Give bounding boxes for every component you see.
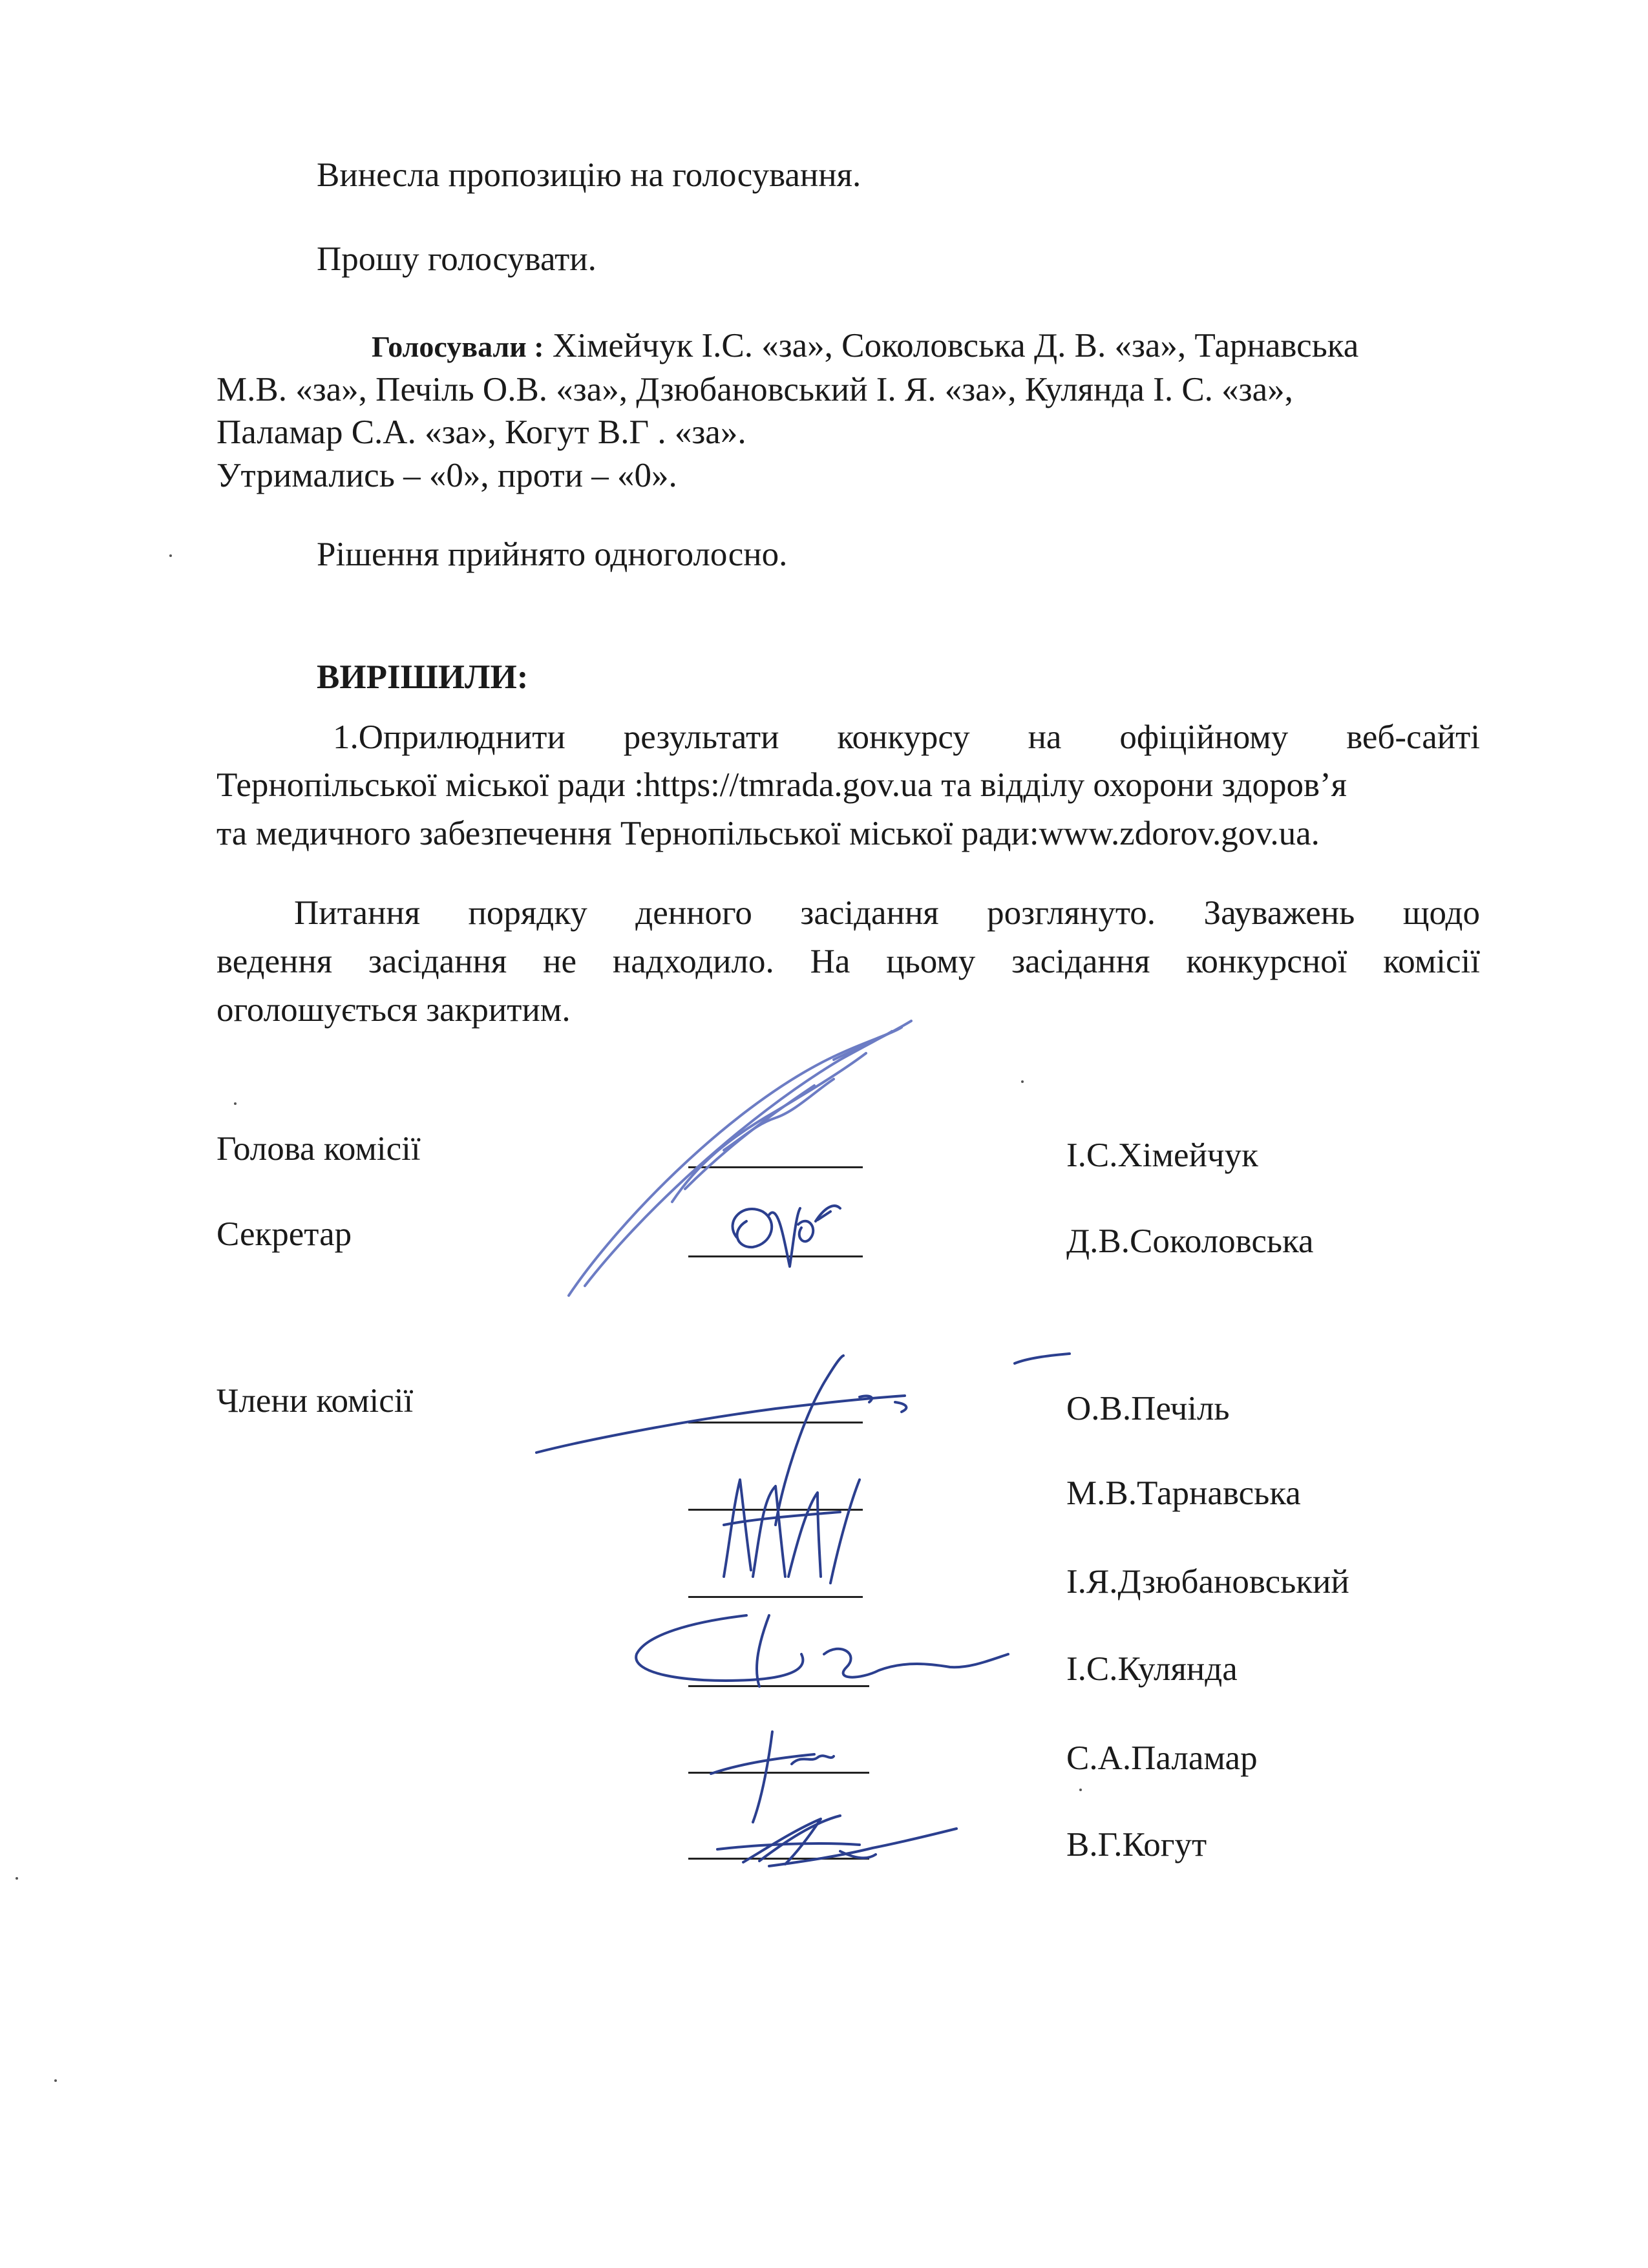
member-name-3: І.Я.Дзюбановський [1066,1563,1349,1601]
decision-line: Рішення прийнято одноголосно. [317,536,788,573]
signature-line-member-2 [688,1509,863,1511]
vote-line-2: М.В. «за», Печіль О.В. «за», Дзюбановський І. Я. «за», Кулянда І. С. «за», [217,371,1293,408]
member-3-signature-icon [636,1615,1008,1686]
scan-speck [54,2079,57,2082]
chair-signature-icon [569,1021,911,1296]
member-name-1: О.В.Печіль [1066,1390,1230,1427]
member-2-signature-icon [724,1480,860,1583]
resolved-item-line-3: та медичного забезпечення Тернопільської міської ради:www.zdorov.gov.ua. [217,815,1320,852]
closing-line-3: оголошується закритим. [217,991,571,1029]
signature-line-chair [688,1166,863,1168]
scan-speck [1021,1080,1024,1083]
member-1-signature-icon [536,1354,1070,1525]
paragraph-please-vote: Прошу голосувати. [317,240,597,278]
resolved-item-line-2: Тернопільської міської ради :https://tmrada.gov.ua та відділу охорони здоров’я [217,766,1347,804]
signature-line-member-3 [688,1596,863,1598]
resolved-item-line-1: 1.Оприлюднити результати конкурсу на офіційному веб-сайті [333,719,1480,756]
abstain-line: Утримались – «0», проти – «0». [217,457,677,494]
member-name-5: С.А.Паламар [1066,1739,1258,1777]
scan-speck [1079,1789,1082,1791]
secretary-name: Д.В.Соколовська [1066,1223,1314,1260]
signature-line-member-1 [688,1422,863,1423]
scan-speck [234,1102,237,1105]
vote-label: Голосували : [372,330,544,363]
member-4-signature-icon [711,1732,834,1822]
signature-line-member-5 [688,1772,869,1774]
resolved-heading: ВИРІШИЛИ: [317,658,529,696]
secretary-role: Секретар [217,1215,352,1253]
members-role: Члени комісії [217,1382,414,1420]
chair-role: Голова комісії [217,1130,421,1168]
vote-line-1 [372,324,1358,368]
member-name-6: В.Г.Когут [1066,1826,1207,1864]
paragraph-proposal: Винесла пропозицію на голосування. [317,156,861,194]
signature-line-member-6 [688,1858,869,1860]
scan-speck [16,1877,18,1880]
member-name-4: І.С.Кулянда [1066,1650,1238,1688]
member-name-2: М.В.Тарнавська [1066,1475,1301,1512]
signature-line-secretary [688,1255,863,1257]
vote-text-1: Хімейчук І.С. «за», Соколовська Д. В. «за», Тарнавська [552,327,1359,364]
closing-line-2: ведення засідання не надходило. На цьому засідання конкурсної комісії [217,943,1480,980]
vote-line-3: Паламар С.А. «за», Когут В.Г . «за». [217,414,746,451]
closing-line-1: Питання порядку денного засідання розглянуто. Зауважень щодо [294,894,1480,932]
signature-line-member-4 [688,1685,869,1687]
scan-speck [169,554,172,557]
chair-name: І.С.Хімейчук [1066,1137,1258,1174]
